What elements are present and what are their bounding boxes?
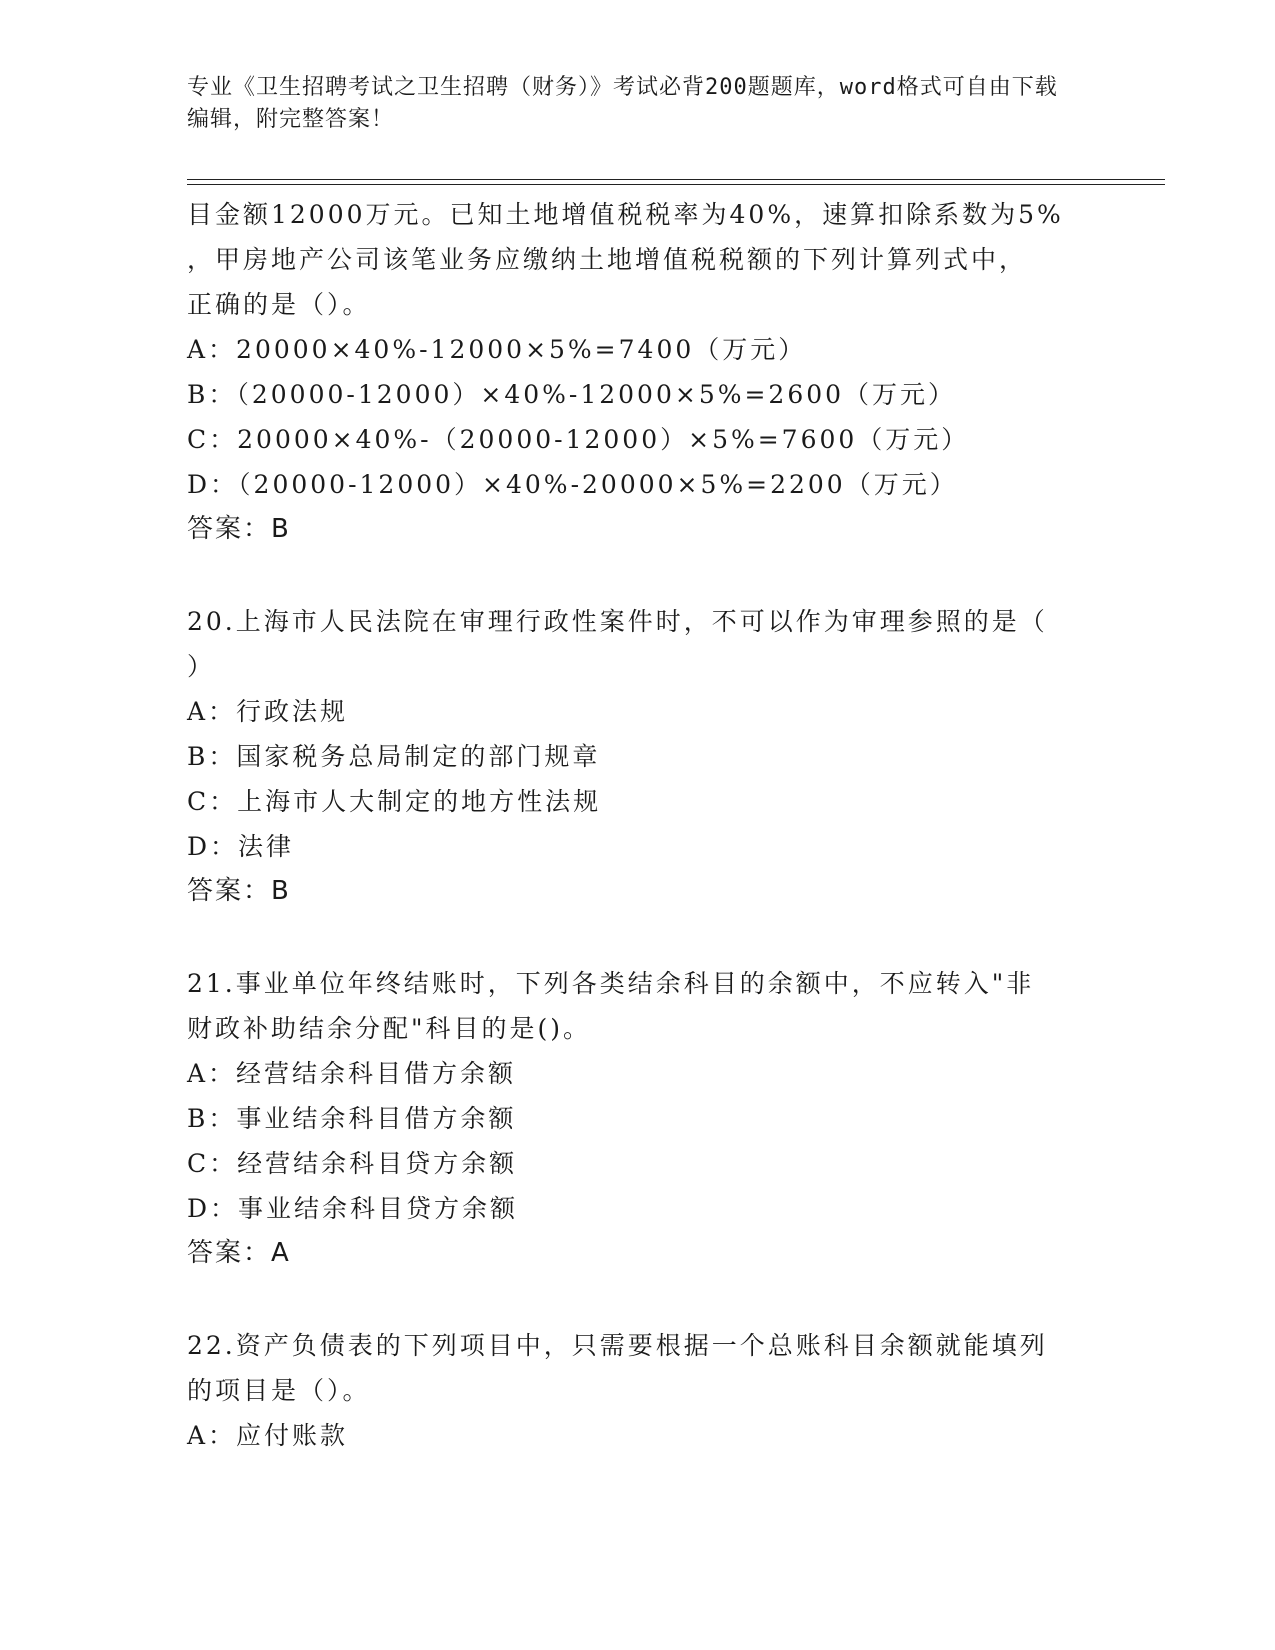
- answer: 答案：A: [187, 1238, 291, 1268]
- question-22: [187, 1323, 1087, 1458]
- option-c: C：经营结余科目贷方余额: [187, 1149, 518, 1178]
- question-list: [187, 192, 1087, 1458]
- question-text-line: 的项目是（）。: [187, 1376, 371, 1405]
- option-d: D：法律: [187, 832, 295, 861]
- question-20: [187, 599, 1087, 914]
- option-b: B：国家税务总局制定的部门规章: [187, 742, 601, 771]
- option-a: A：20000×40%-12000×5%=7400（万元）: [187, 335, 807, 364]
- option-d: D：事业结余科目贷方余额: [187, 1194, 519, 1223]
- answer: 答案：B: [187, 876, 291, 906]
- option-c: C：20000×40%-（20000-12000）×5%=7600（万元）: [187, 425, 970, 454]
- question-text-line: 正确的是（）。: [187, 290, 371, 319]
- option-a: A：应付账款: [187, 1421, 349, 1450]
- option-b: B：（20000-12000）×40%-12000×5%=2600（万元）: [187, 380, 957, 409]
- option-a: A：行政法规: [187, 697, 349, 726]
- document-header: 专业《卫生招聘考试之卫生招聘（财务）》考试必背200题题库，word格式可自由下载编辑，附完整答案！: [187, 75, 1058, 132]
- question-text-line: 目金额12000万元。已知土地增值税税率为40%，速算扣除系数为5%: [187, 200, 1064, 229]
- question-text-line: ）: [187, 652, 216, 681]
- answer: 答案：B: [187, 514, 291, 544]
- option-a: A：经营结余科目借方余额: [187, 1059, 517, 1088]
- option-d: D：（20000-12000）×40%-20000×5%=2200（万元）: [187, 470, 958, 499]
- question-text-line: 22.资产负债表的下列项目中，只需要根据一个总账科目余额就能填列: [187, 1331, 1048, 1360]
- question-text-line: 21.事业单位年终结账时，下列各类结余科目的余额中，不应转入"非: [187, 969, 1035, 998]
- option-b: B：事业结余科目借方余额: [187, 1104, 517, 1133]
- question-19: [187, 192, 1087, 552]
- question-text-line: 财政补助结余分配"科目的是()。: [187, 1014, 592, 1043]
- header-rule-bottom: [187, 184, 1165, 185]
- question-text-line: ，甲房地产公司该笔业务应缴纳土地增值税税额的下列计算列式中，: [187, 245, 1028, 274]
- question-21: [187, 961, 1087, 1276]
- question-text-line: 20.上海市人民法院在审理行政性案件时，不可以作为审理参照的是（: [187, 607, 1048, 636]
- option-c: C：上海市人大制定的地方性法规: [187, 787, 602, 816]
- header-rule-top: [187, 179, 1165, 180]
